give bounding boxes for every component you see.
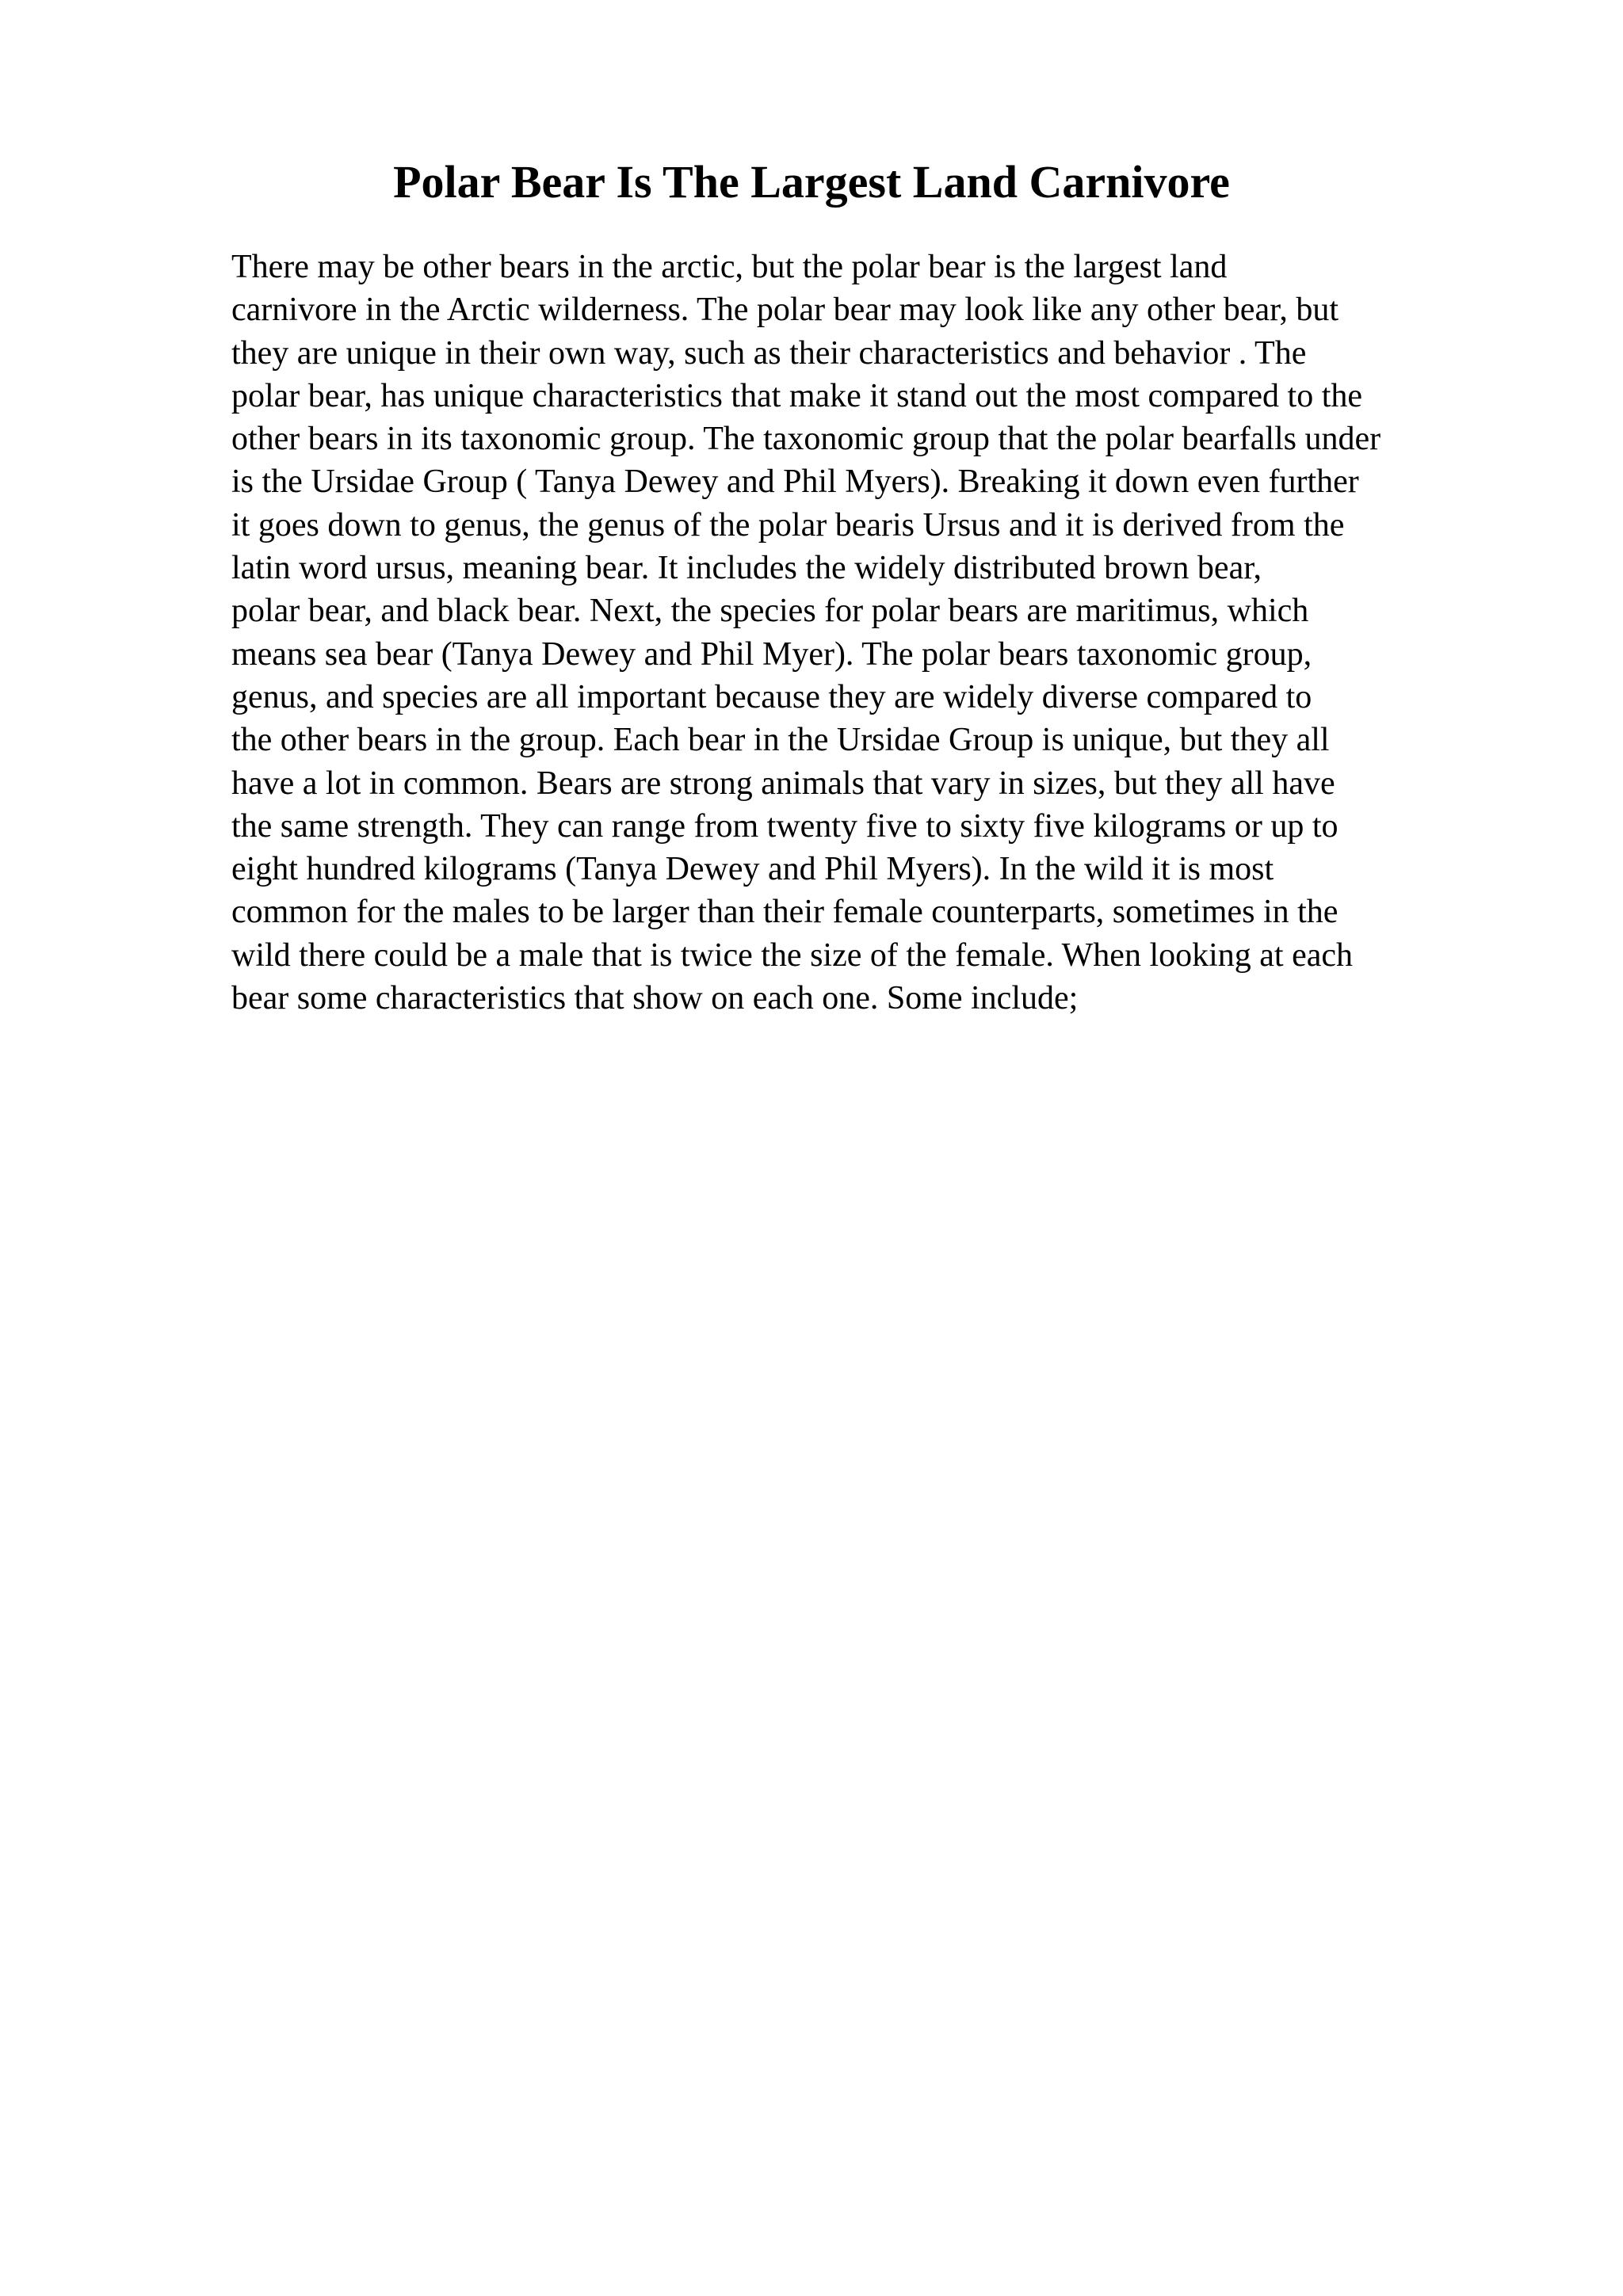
- paragraph-line: common for the males to be larger than their female counterparts, sometimes in the: [231, 894, 1338, 931]
- paragraph-line: have a lot in common. Bears are strong animals that vary in sizes, but they all have: [231, 765, 1335, 802]
- paragraph-line: eight hundred kilograms (Tanya Dewey and Phil Myers). In the wild it is most: [231, 851, 1274, 888]
- paragraph-line: the other bears in the group. Each bear in the Ursidae Group is unique, but they all: [231, 722, 1330, 759]
- paragraph-line: they are unique in their own way, such as their characteristics and behavior . The: [231, 334, 1307, 372]
- paragraph-line: latin word ursus, meaning bear. It includes the widely distributed brown bear,: [231, 550, 1262, 587]
- paragraph-line: carnivore in the Arctic wilderness. The polar bear may look like any other bear, but: [231, 292, 1339, 329]
- paragraph-line: polar bear, has unique characteristics that make it stand out the most compared to the: [231, 377, 1363, 414]
- paragraph-line: polar bear, and black bear. Next, the species for polar bears are maritimus, which: [231, 593, 1309, 630]
- paragraph-line: is the Ursidae Group ( Tanya Dewey and Phil Myers). Breaking it down even further: [231, 463, 1359, 501]
- paragraph-line: There may be other bears in the arctic, but the polar bear is the largest land: [231, 249, 1228, 285]
- paragraph-line: it goes down to genus, the genus of the polar bearis Ursus and it is derived from the: [231, 506, 1345, 543]
- paragraph-line: other bears in its taxonomic group. The taxonomic group that the polar bearfalls under: [231, 421, 1381, 458]
- document-title: Polar Bear Is The Largest Land Carnivore: [393, 156, 1230, 208]
- paragraph-line: the same strength. They can range from twenty five to sixty five kilograms or up to: [231, 807, 1338, 845]
- body-paragraph: [231, 246, 1531, 1020]
- paragraph-line: genus, and species are all important because they are widely diverse compared to: [231, 678, 1312, 715]
- paragraph-line: bear some characteristics that show on each one. Some include;: [231, 980, 1079, 1017]
- paragraph-line: wild there could be a male that is twice the size of the female. When looking at each: [231, 936, 1354, 974]
- paragraph-line: means sea bear (Tanya Dewey and Phil Myer). The polar bears taxonomic group,: [231, 635, 1312, 673]
